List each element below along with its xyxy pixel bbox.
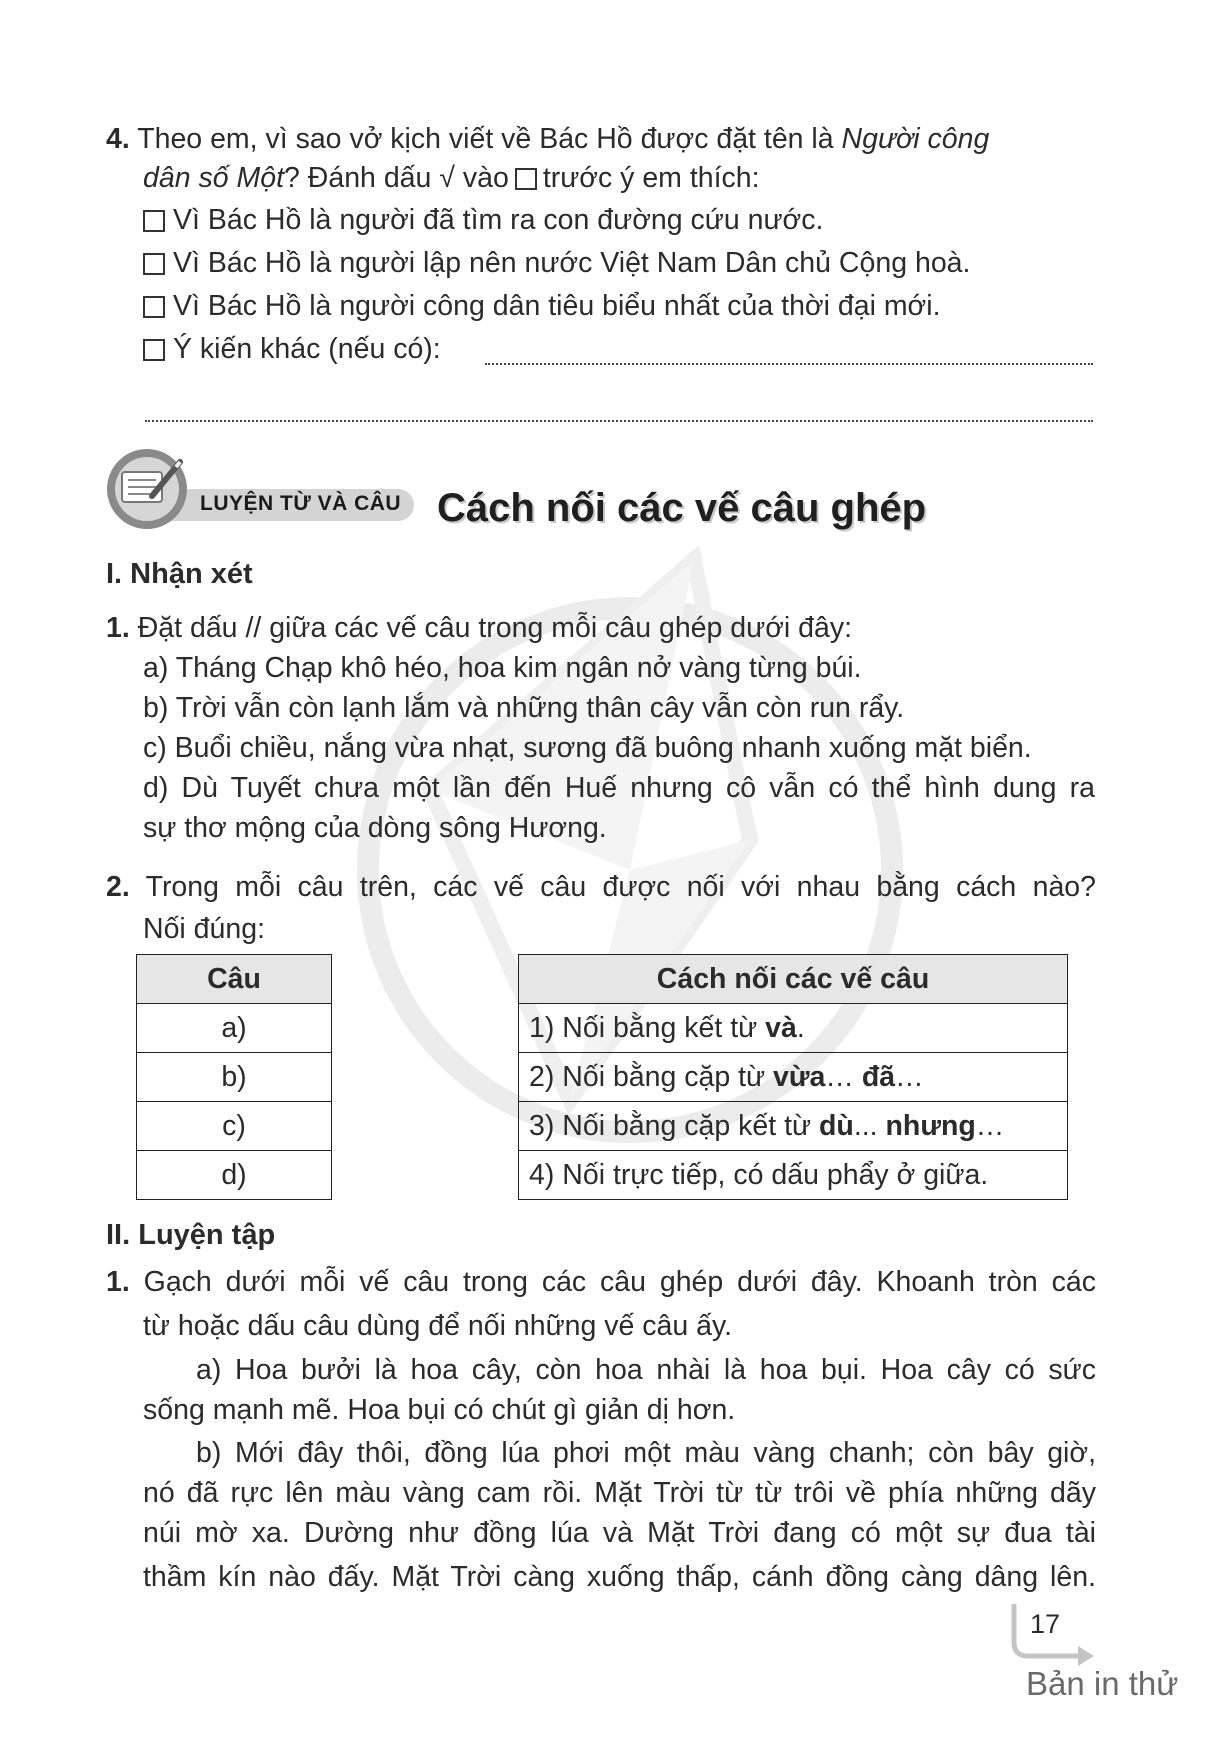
answer-line-1[interactable] xyxy=(485,362,1093,365)
passage-b-line-2: nó đã rực lên màu vàng cam rồi. Mặt Trời từ từ trôi về phía những dãy xyxy=(143,1477,1096,1509)
passage-a-line-1: a) Hoa bưởi là hoa cây, còn hoa nhài là hoa bụi. Hoa cây có sức xyxy=(196,1354,1096,1386)
sentence-d-continued: sự thơ mộng của dòng sông Hương. xyxy=(143,812,607,844)
section-heading-nhan-xet: I. Nhận xét xyxy=(106,558,253,590)
table-cell-method-4[interactable]: 4) Nối trực tiếp, có dấu phẩy ở giữa. xyxy=(519,1151,1068,1200)
sentence-d: d) Dù Tuyết chưa một lần đến Huế nhưng cô vẫn có thể hình dung ra xyxy=(143,772,1095,804)
q4-option-1[interactable] xyxy=(143,203,823,237)
table-header: Cách nối các vế câu xyxy=(519,955,1068,1004)
q4-italic-title: Người công xyxy=(841,123,990,155)
s2-q1-text-continued: từ hoặc dấu câu dùng để nối những vế câu ấy. xyxy=(143,1310,733,1342)
s1-q1-text: Đặt dấu // giữa các vế câu trong mỗi câu ghép dưới đây: xyxy=(137,612,853,644)
q4-option-3[interactable] xyxy=(143,289,941,323)
passage-b-line-4: thầm kín nào đấy. Mặt Trời càng xuống thấp, cánh đồng càng dâng lên. xyxy=(143,1561,1096,1593)
q4-option-label: Vì Bác Hồ là người đã tìm ra con đường cứu nước. xyxy=(173,204,824,236)
sentence-b: b) Trời vẫn còn lạnh lắm và những thân cây vẫn còn run rẩy. xyxy=(143,692,905,724)
table-cell-d[interactable]: d) xyxy=(137,1151,332,1200)
joining-method-table xyxy=(518,954,1068,1200)
passage-b-line-3: núi mờ xa. Dường như đồng lúa và Mặt Trời đang có một sự đua tài xyxy=(143,1517,1096,1549)
s2-q1-line-1 xyxy=(106,1265,1096,1299)
table-header: Câu xyxy=(137,955,332,1004)
checkbox[interactable] xyxy=(143,339,165,361)
s1-q1-line xyxy=(106,611,852,645)
q4-option-label: Ý kiến khác (nếu có): xyxy=(173,333,441,365)
table-cell-c[interactable]: c) xyxy=(137,1102,332,1151)
q4-instruction-end: trước ý em thích: xyxy=(542,162,760,194)
answer-line-2[interactable] xyxy=(145,419,1093,422)
q4-number: 4. xyxy=(106,123,130,155)
table-cell-method-1[interactable]: 1) Nối bằng kết từ và. xyxy=(519,1004,1068,1053)
passage-b-line-1: b) Mới đây thôi, đồng lúa phơi một màu vàng chanh; còn bây giờ, xyxy=(196,1437,1096,1469)
s1-q2-line xyxy=(106,870,1096,904)
notebook-pencil-icon xyxy=(104,446,190,532)
checkbox-sample-icon xyxy=(515,168,537,190)
table-cell-method-3[interactable]: 3) Nối bằng cặp kết từ dù... nhưng… xyxy=(519,1102,1068,1151)
q4-line-2 xyxy=(143,161,760,195)
s2-q1-text: Gạch dưới mỗi vế câu trong các câu ghép dưới đây. Khoanh tròn các xyxy=(143,1266,1096,1298)
page-number: 17 xyxy=(1030,1609,1061,1639)
q4-text-part: Theo em, vì sao vở kịch viết về Bác Hồ được đặt tên là xyxy=(137,123,842,155)
s2-q1-number: 1. xyxy=(106,1266,130,1298)
q4-instruction: ? Đánh dấu √ vào xyxy=(284,162,509,194)
q4-option-4[interactable] xyxy=(143,332,441,366)
draft-label: Bản in thử xyxy=(1026,1665,1179,1702)
q4-option-label: Vì Bác Hồ là người công dân tiêu biểu nhất của thời đại mới. xyxy=(173,290,941,322)
s1-q2-text: Trong mỗi câu trên, các vế câu được nối với nhau bằng cách nào? xyxy=(145,871,1096,903)
sentence-c: c) Buổi chiều, nắng vừa nhạt, sương đã buông nhanh xuống mặt biển. xyxy=(143,732,1032,764)
sentence-a: a) Tháng Chạp khô héo, hoa kim ngân nở vàng từng búi. xyxy=(143,652,862,684)
checkbox[interactable] xyxy=(143,253,165,275)
q4-italic-title-end: dân số Một xyxy=(143,162,284,194)
sentence-table xyxy=(136,954,332,1200)
lesson-title: Cách nối các vế câu ghép xyxy=(437,486,927,530)
q4-option-2[interactable] xyxy=(143,246,970,280)
section-heading-luyen-tap: II. Luyện tập xyxy=(106,1219,276,1251)
table-cell-method-2[interactable]: 2) Nối bằng cặp từ vừa… đã… xyxy=(519,1053,1068,1102)
s1-q2-number: 2. xyxy=(106,871,130,903)
passage-a-line-2: sống mạnh mẽ. Hoa bụi có chút gì giản dị hơn. xyxy=(143,1394,736,1426)
checkbox[interactable] xyxy=(143,296,165,318)
s1-q1-number: 1. xyxy=(106,612,130,644)
table-cell-b[interactable]: b) xyxy=(137,1053,332,1102)
table-cell-a[interactable]: a) xyxy=(137,1004,332,1053)
checkbox[interactable] xyxy=(143,210,165,232)
q4-line-1 xyxy=(106,122,989,156)
section-label: LUYỆN TỪ VÀ CÂU xyxy=(200,492,402,515)
s1-q2-instruction: Nối đúng: xyxy=(143,913,266,945)
q4-option-label: Vì Bác Hồ là người lập nên nước Việt Nam Dân chủ Cộng hoà. xyxy=(173,247,971,279)
